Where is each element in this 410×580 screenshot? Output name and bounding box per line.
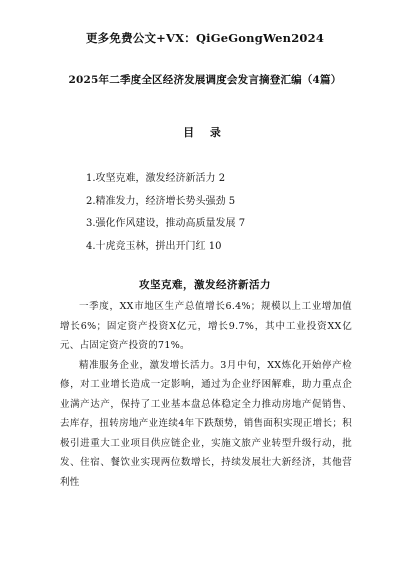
toc-item[interactable]: 3.强化作风建设，推动高质量发展 7 — [86, 218, 246, 229]
toc-item[interactable]: 1.攻坚克难，激发经济新活力 2 — [86, 173, 226, 184]
toc-item[interactable]: 4.十虎竞玉林，拼出开门红 10 — [86, 240, 222, 252]
watermark-text: 更多免费公文+VX：QiGeGongWen2024 — [85, 31, 325, 45]
section-title: 攻坚克难，激发经济新活力 — [139, 279, 271, 291]
toc-item[interactable]: 2.精准发力，经济增长势头强劲 5 — [86, 195, 236, 207]
table-of-contents — [86, 168, 346, 258]
toc-heading: 目 录 — [183, 126, 227, 139]
body-paragraph: 精准服务企业，激发增长活力。3月中旬，XX炼化开始停产检修，对工业增长造成一定影响，通过为企业纾困解难，助力重点企业满产达产，保持了工业基本盘总体稳定全力推动房地产促销售、去库存，扭转房地产业连续4年下跌颓势，销售面积实现正增长；积极引进重大工业项目供应链企业，实施文旅产业转型升级行动，批发、住宿、餐饮业实现两位数增长，持续发展壮大新经济，其他营利性 — [60, 359, 352, 488]
body-paragraph: 一季度，XX市地区生产总值增长6.4%；规模以上工业增加值增长6%；固定资产投资X亿元，增长9.7%，其中工业投资XX亿元、占固定资产投资的71%。 — [60, 301, 352, 351]
section-body — [60, 297, 352, 492]
document-title: 2025年二季度全区经济发展调度会发言摘登汇编（4篇） — [68, 74, 342, 86]
